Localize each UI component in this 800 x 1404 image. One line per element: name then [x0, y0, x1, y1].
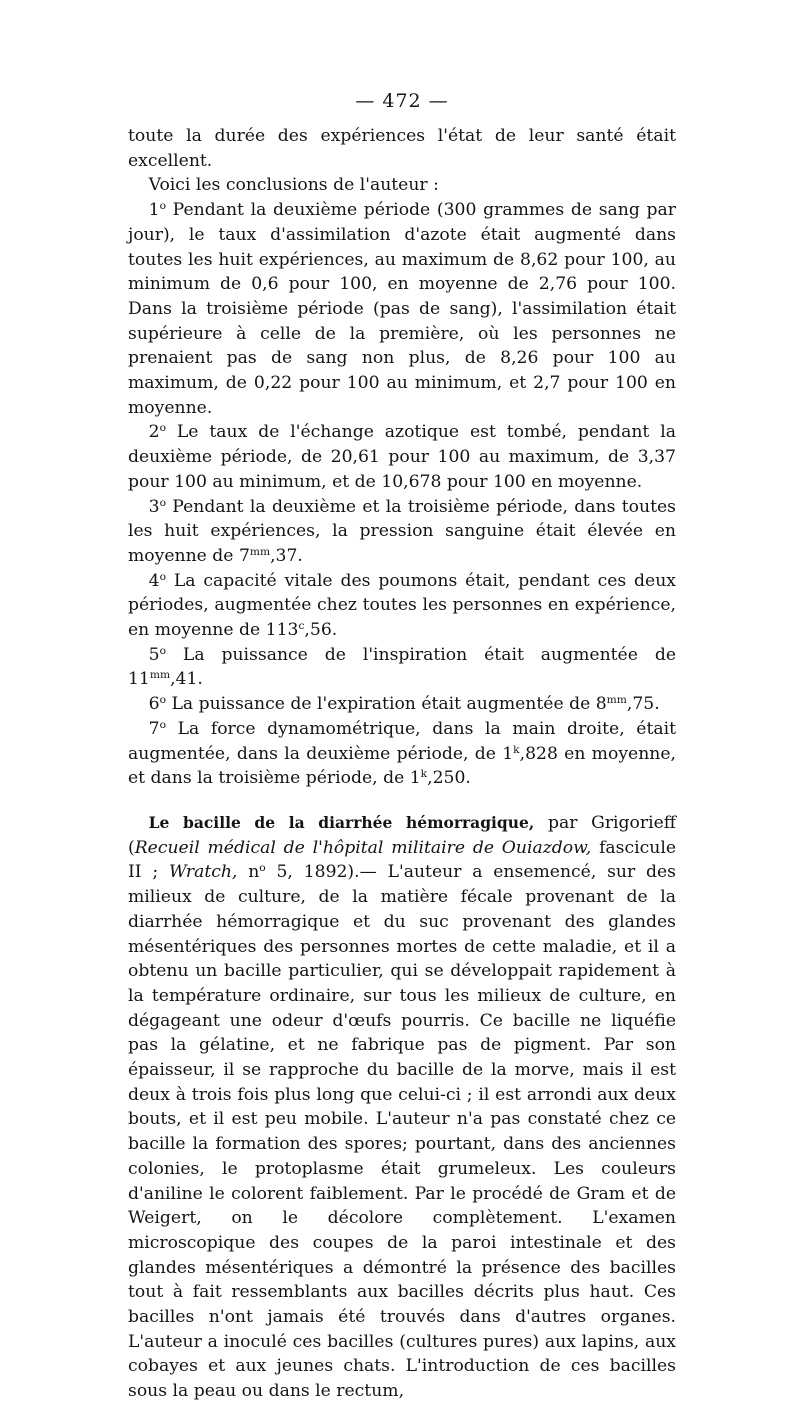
item-number: 4 [148, 570, 160, 591]
paragraph-text: Le taux de l'échange azotique est tombé, pendant la deuxième période, de 20,61 pour 100 au maximum, de 3,37 pour 100 au minimum, et de 10,678 pour 100 en moyenne. [128, 422, 676, 492]
paragraph-text: La force dynamométrique, dans la main droite, était augmentée, dans la deuxième période, de 1 [128, 718, 676, 764]
paragraph-text: La capacité vitale des poumons était, pendant ces deux périodes, augmentée chez toutes les personnes en expérience, en moyenne de 113 [128, 570, 676, 641]
paragraph-text: toute la durée des expériences l'état de leur santé était excellent. [128, 126, 676, 171]
conclusion-1 [128, 198, 676, 420]
fascicule: fascicule II ; [128, 837, 676, 883]
unit-superscript: k [513, 742, 520, 756]
document-page [128, 88, 676, 1404]
ordinal-mark: o [159, 495, 166, 509]
article-title: Le bacille de la diarrhée hémorragique, [148, 812, 535, 832]
article-body: — L'auteur a ensemencé, sur des milieux de culture, de la matière fécale provenant de la diarrhée hémorragique et du suc provenant des glandes mésentériques des personnes mortes de cette maladie, et il a obtenu un bacille particulier, qui se développait rapidement à la température ordinaire, sur tous les milieux de culture, en dégageant une odeur d'œufs pourris. Ce bacille ne liquéfie pas la gélatine, et ne fabrique pas de pigment. Par son épaisseur, il se rapproche du bacille de la morve, mais il est deux à trois fois plus long que celui-ci ; il est arrondi aux deux bouts, et il est peu mobile. L'auteur n'a pas constaté chez ce bacille la formation des spores; pourtant, dans des anciennes colonies, le protoplasme était grumeleux. Les couleurs d'aniline le colorent faiblement. Par le procédé de Gram et de Weigert, on le décolore complètement. L'examen microscopique des coupes de la paroi intestinale et des glandes mésentériques a démontré la présence des bacilles tout à fait ressemblants aux bacilles décrits plus haut. Ces bacilles n'ont jamais été trouvés dans d'autres organes. L'auteur a inoculé ces bacilles (cultures pures) aux lapins, aux cobayes et aux jeunes chats. L'introduction de ces bacilles sous la peau ou dans le rectum, [128, 862, 676, 1402]
paragraph-text: La puissance de l'expiration était augmentée de 8 [165, 694, 607, 715]
article-paragraph [128, 811, 676, 1404]
paragraph-continuation [128, 124, 676, 173]
page-number: — 472 — [355, 90, 449, 112]
item-number: 2 [148, 422, 160, 443]
item-number: 6 [148, 694, 160, 715]
paragraph-tail: ,75. [626, 694, 660, 715]
paragraph-tail: ,41. [170, 669, 203, 690]
ordinal-mark: o [159, 693, 166, 707]
paragraph-text: Pendant la deuxième période (300 grammes de sang par jour), le taux d'assimilation d'azote était augmenté dans toutes les huit expériences, au maximum de 8,62 pour 100, au minimum de 0,6 pour 100, en moyenne de 2,76 pour 100. Dans la troisième période (pas de sang), l'assimilation était supérieure à celle de la première, où les personnes ne prenaient pas de sang non plus, de 8,26 pour 100 au maximum, de 0,22 pour 100 au minimum, et 2,7 pour 100 en moyenne. [128, 200, 676, 418]
paragraph-tail: ,37. [270, 545, 303, 566]
citation-number: n [237, 862, 260, 883]
ordinal-mark: o [159, 569, 166, 583]
unit-superscript: c [298, 619, 305, 633]
unit-superscript: mm [149, 668, 171, 682]
journal-name: Recueil médical de l'hôpital militaire de Ouiazdow, [134, 837, 592, 858]
paragraph-tail: ,250. [427, 768, 471, 789]
item-number: 5 [148, 644, 160, 665]
conclusion-3 [128, 495, 676, 569]
journal-name-2: Wratch, [168, 862, 238, 883]
ordinal-mark: o [259, 861, 266, 875]
paragraph-text: La puissance de l'inspiration était augmentée de 11 [128, 644, 676, 690]
ordinal-mark: o [159, 718, 166, 732]
paragraph-tail: ,828 en moyenne, et dans la troisième période, de 1 [128, 743, 676, 789]
conclusion-5 [128, 643, 676, 692]
paragraph-text: Pendant la deuxième et la troisième période, dans toutes les huit expériences, la pression sanguine était élevée en moyenne de 7 [128, 496, 676, 566]
unit-superscript: mm [606, 693, 627, 707]
conclusion-7 [128, 717, 676, 791]
item-number: 7 [148, 718, 160, 739]
conclusion-4 [128, 569, 676, 643]
ordinal-mark: o [159, 199, 166, 213]
unit-superscript: k [420, 767, 428, 781]
conclusion-2 [128, 420, 676, 494]
paragraph-intro [128, 173, 676, 198]
citation-end: 5, 1892). [265, 862, 360, 883]
ordinal-mark: o [159, 421, 166, 435]
article-author: par Grigorieff ( [128, 812, 677, 858]
unit-superscript: mm [249, 545, 271, 559]
item-number: 3 [148, 496, 160, 517]
paragraph-text: Voici les conclusions de l'auteur : [148, 175, 439, 196]
item-number: 1 [148, 200, 160, 221]
paragraph-tail: ,56. [304, 620, 338, 641]
ordinal-mark: o [159, 643, 166, 657]
conclusion-6 [128, 692, 676, 717]
